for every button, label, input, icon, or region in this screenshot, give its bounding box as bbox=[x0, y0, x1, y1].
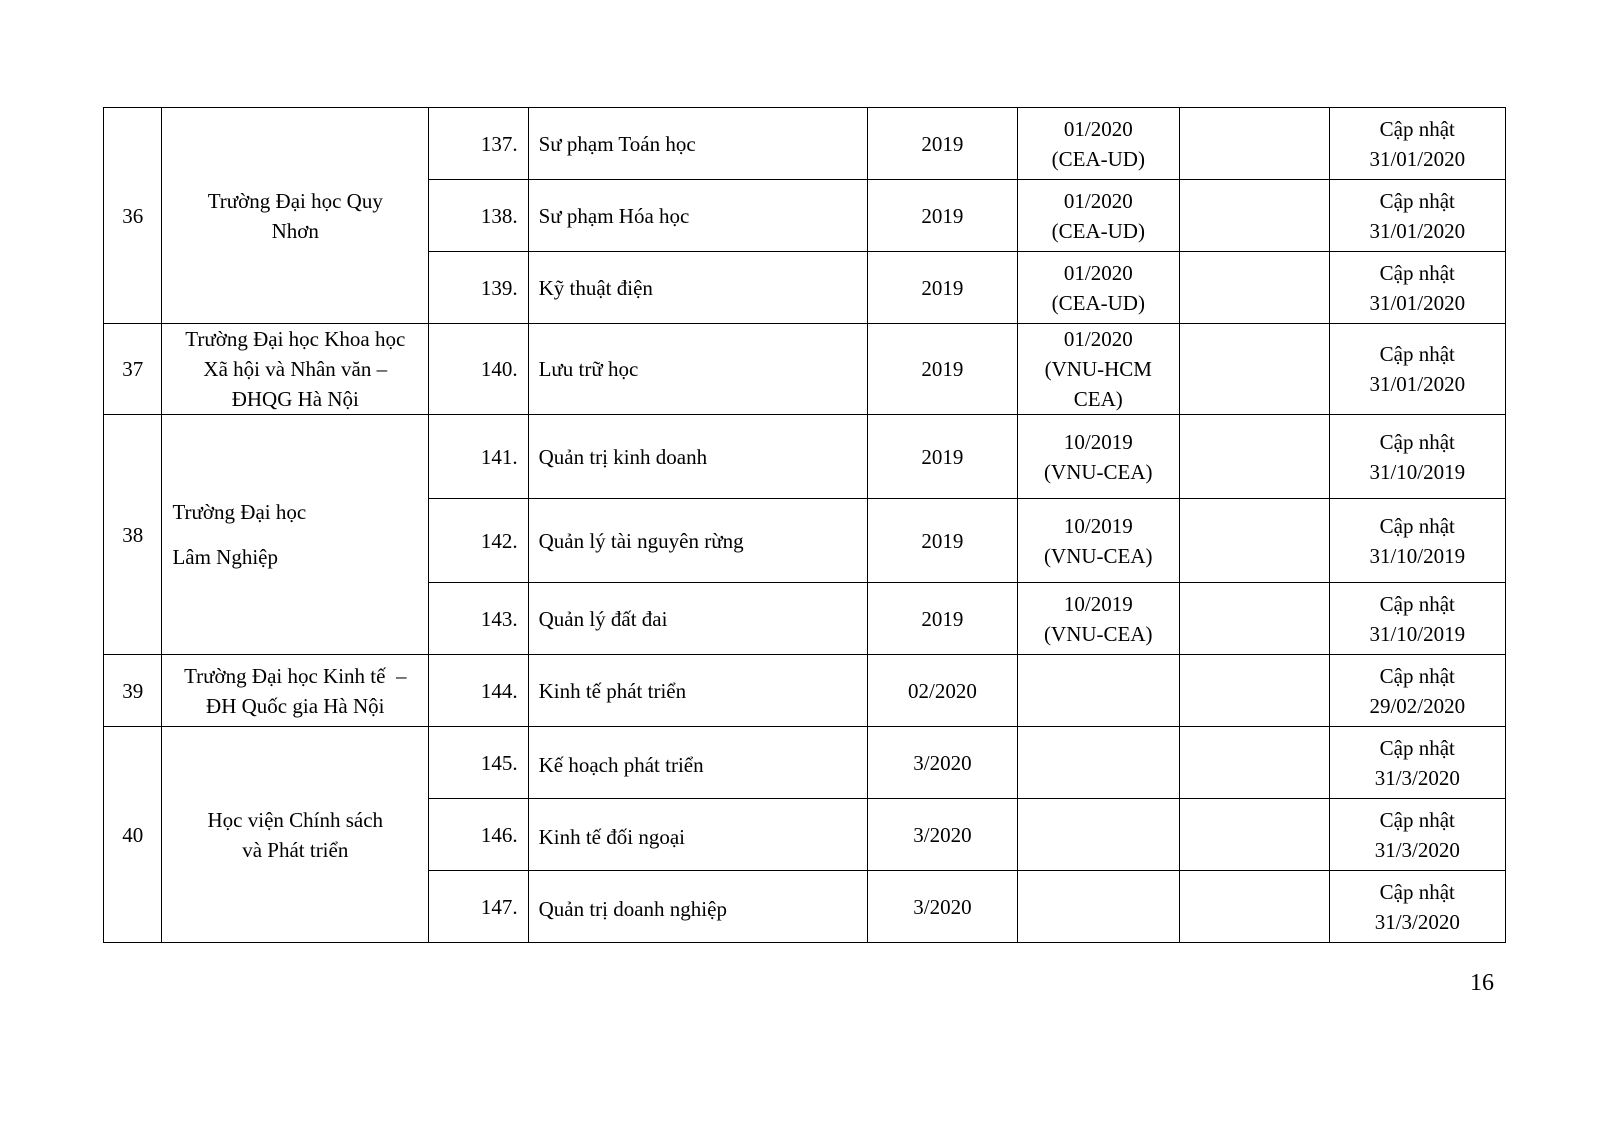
accreditation-table bbox=[103, 107, 1506, 943]
program-number: 146. bbox=[429, 799, 528, 871]
program-number: 145. bbox=[429, 727, 528, 799]
stt-cell: 40 bbox=[104, 727, 162, 943]
update-cell bbox=[1329, 180, 1505, 252]
update-cell bbox=[1329, 655, 1505, 727]
evaluation-cell bbox=[1017, 180, 1179, 252]
institution-line: Nhơn bbox=[271, 218, 319, 243]
program-year: 2019 bbox=[868, 499, 1018, 583]
program-name: Sư phạm Toán học bbox=[528, 108, 867, 180]
update-cell bbox=[1329, 583, 1505, 655]
stt-cell: 38 bbox=[104, 415, 162, 655]
table-row bbox=[104, 415, 1506, 499]
update-date: 31/10/2019 bbox=[1369, 459, 1466, 484]
page-number: 16 bbox=[1470, 970, 1494, 996]
note-cell bbox=[1179, 871, 1329, 943]
institution-line: Xã hội và Nhân văn – bbox=[203, 357, 388, 381]
program-name: Quản trị doanh nghiệp bbox=[528, 871, 867, 943]
institution-line: ĐHQG Hà Nội bbox=[231, 387, 359, 411]
update-cell bbox=[1329, 108, 1505, 180]
note-cell bbox=[1179, 583, 1329, 655]
institution-line: Trường Đại học Kinh tế – bbox=[184, 663, 407, 688]
eval-line: (VNU-HCM bbox=[1044, 357, 1152, 381]
program-name: Sư phạm Hóa học bbox=[528, 180, 867, 252]
program-year: 2019 bbox=[868, 180, 1018, 252]
institution-cell bbox=[162, 324, 429, 415]
eval-line: (CEA-UD) bbox=[1051, 146, 1145, 171]
institution-line: ĐH Quốc gia Hà Nội bbox=[206, 693, 385, 718]
eval-line: 01/2020 bbox=[1063, 188, 1133, 213]
note-cell bbox=[1179, 180, 1329, 252]
evaluation-cell bbox=[1017, 499, 1179, 583]
institution-cell bbox=[162, 727, 429, 943]
update-label: Cập nhật bbox=[1379, 342, 1455, 366]
program-name: Quản lý tài nguyên rừng bbox=[528, 499, 867, 583]
evaluation-cell bbox=[1017, 583, 1179, 655]
institution-line: Lâm Nghiệp bbox=[172, 544, 279, 569]
table-row bbox=[104, 324, 1506, 415]
note-cell bbox=[1179, 252, 1329, 324]
program-name: Quản trị kinh doanh bbox=[528, 415, 867, 499]
update-cell bbox=[1329, 415, 1505, 499]
update-date: 31/01/2020 bbox=[1369, 290, 1466, 315]
program-year: 3/2020 bbox=[868, 727, 1018, 799]
update-label: Cập nhật bbox=[1379, 591, 1455, 616]
evaluation-cell bbox=[1017, 871, 1179, 943]
stt-cell: 37 bbox=[104, 324, 162, 415]
update-cell bbox=[1329, 871, 1505, 943]
institution-cell bbox=[162, 415, 429, 655]
evaluation-cell bbox=[1017, 727, 1179, 799]
program-name: Lưu trữ học bbox=[528, 324, 867, 415]
eval-line: (VNU-CEA) bbox=[1044, 621, 1153, 646]
program-number: 138. bbox=[429, 180, 528, 252]
evaluation-cell bbox=[1017, 252, 1179, 324]
eval-line: 10/2019 bbox=[1063, 513, 1133, 538]
update-label: Cập nhật bbox=[1379, 735, 1455, 760]
institution-line: Trường Đại học Quy bbox=[207, 188, 383, 213]
program-number: 137. bbox=[429, 108, 528, 180]
update-label: Cập nhật bbox=[1379, 513, 1455, 538]
evaluation-cell bbox=[1017, 799, 1179, 871]
program-number: 147. bbox=[429, 871, 528, 943]
program-name: Kỹ thuật điện bbox=[528, 252, 867, 324]
program-year: 2019 bbox=[868, 324, 1018, 415]
update-date: 31/10/2019 bbox=[1369, 621, 1466, 646]
update-label: Cập nhật bbox=[1379, 663, 1455, 688]
note-cell bbox=[1179, 499, 1329, 583]
eval-line: 10/2019 bbox=[1063, 591, 1133, 616]
table-row bbox=[104, 727, 1506, 799]
update-date: 31/3/2020 bbox=[1374, 765, 1460, 790]
update-label: Cập nhật bbox=[1379, 116, 1455, 141]
note-cell bbox=[1179, 799, 1329, 871]
institution-line: Trường Đại học bbox=[172, 499, 307, 524]
update-label: Cập nhật bbox=[1379, 807, 1455, 832]
program-number: 139. bbox=[429, 252, 528, 324]
program-number: 140. bbox=[429, 324, 528, 415]
institution-cell bbox=[162, 655, 429, 727]
eval-line: (VNU-CEA) bbox=[1044, 459, 1153, 484]
program-year: 3/2020 bbox=[868, 799, 1018, 871]
update-date: 31/01/2020 bbox=[1369, 372, 1466, 396]
program-year: 02/2020 bbox=[868, 655, 1018, 727]
program-name: Kế hoạch phát triển bbox=[528, 727, 867, 799]
program-name: Kinh tế phát triển bbox=[528, 655, 867, 727]
program-year: 3/2020 bbox=[868, 871, 1018, 943]
institution-line: và Phát triển bbox=[242, 837, 349, 862]
program-number: 143. bbox=[429, 583, 528, 655]
evaluation-cell bbox=[1017, 324, 1179, 415]
note-cell bbox=[1179, 727, 1329, 799]
note-cell bbox=[1179, 655, 1329, 727]
update-label: Cập nhật bbox=[1379, 188, 1455, 213]
update-cell bbox=[1329, 727, 1505, 799]
table-row bbox=[104, 655, 1506, 727]
evaluation-cell bbox=[1017, 655, 1179, 727]
update-cell bbox=[1329, 324, 1505, 415]
program-year: 2019 bbox=[868, 252, 1018, 324]
update-label: Cập nhật bbox=[1379, 879, 1455, 904]
eval-line: 01/2020 bbox=[1063, 327, 1133, 351]
update-date: 31/10/2019 bbox=[1369, 543, 1466, 568]
eval-line: CEA) bbox=[1073, 387, 1123, 411]
program-year: 2019 bbox=[868, 415, 1018, 499]
institution-cell bbox=[162, 108, 429, 324]
evaluation-cell bbox=[1017, 108, 1179, 180]
note-cell bbox=[1179, 108, 1329, 180]
institution-line: Học viện Chính sách bbox=[207, 807, 384, 832]
eval-line: 01/2020 bbox=[1063, 116, 1133, 141]
update-date: 29/02/2020 bbox=[1369, 693, 1466, 718]
update-date: 31/3/2020 bbox=[1374, 837, 1460, 862]
update-label: Cập nhật bbox=[1379, 260, 1455, 285]
program-year: 2019 bbox=[868, 108, 1018, 180]
institution-line: Trường Đại học Khoa học bbox=[185, 327, 406, 351]
stt-cell: 36 bbox=[104, 108, 162, 324]
program-number: 144. bbox=[429, 655, 528, 727]
update-label: Cập nhật bbox=[1379, 429, 1455, 454]
table-row bbox=[104, 108, 1506, 180]
eval-line: 10/2019 bbox=[1063, 429, 1133, 454]
note-cell bbox=[1179, 415, 1329, 499]
note-cell bbox=[1179, 324, 1329, 415]
update-cell bbox=[1329, 799, 1505, 871]
update-date: 31/01/2020 bbox=[1369, 218, 1466, 243]
program-number: 141. bbox=[429, 415, 528, 499]
stt-cell: 39 bbox=[104, 655, 162, 727]
program-year: 2019 bbox=[868, 583, 1018, 655]
update-cell bbox=[1329, 252, 1505, 324]
program-name: Kinh tế đối ngoại bbox=[528, 799, 867, 871]
evaluation-cell bbox=[1017, 415, 1179, 499]
eval-line: (CEA-UD) bbox=[1051, 218, 1145, 243]
eval-line: 01/2020 bbox=[1063, 260, 1133, 285]
eval-line: (CEA-UD) bbox=[1051, 290, 1145, 315]
update-date: 31/3/2020 bbox=[1374, 909, 1460, 934]
program-number: 142. bbox=[429, 499, 528, 583]
eval-line: (VNU-CEA) bbox=[1044, 543, 1153, 568]
update-cell bbox=[1329, 499, 1505, 583]
update-date: 31/01/2020 bbox=[1369, 146, 1466, 171]
program-name: Quản lý đất đai bbox=[528, 583, 867, 655]
